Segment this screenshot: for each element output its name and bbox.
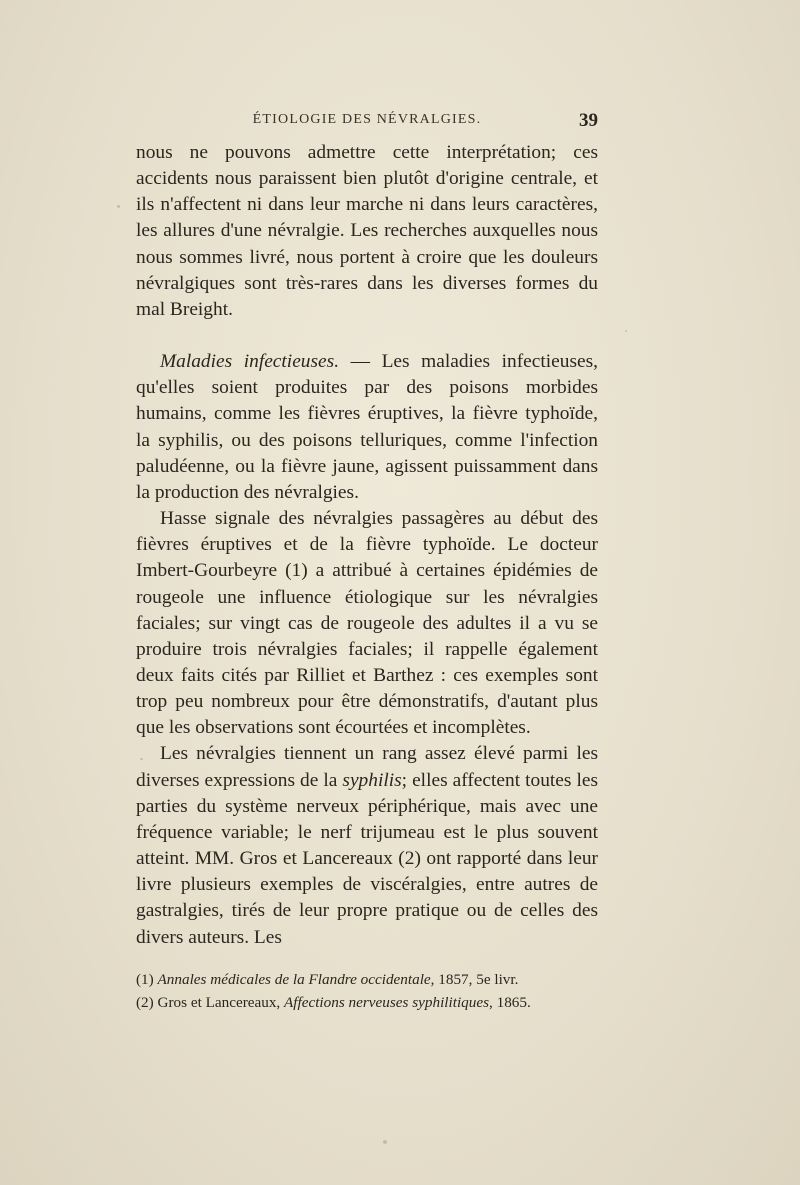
footnotes (136, 968, 598, 1014)
paragraph-2-text: — Les maladies infectieuses, qu'elles soient produites par des poisons morbides humains, comme les fièvres éruptives, la fièvre typhoïde, la syphilis, ou des poisons telluriques, comme l'infection paludéenne, ou la fièvre jaune, agissent puissamment dans la production des névralgies. (136, 351, 598, 503)
footnote-1-title: Annales médicales de la Flandre occidentale (157, 971, 431, 988)
footnote-2-mark: (2) (136, 994, 154, 1011)
paragraph-syphilis (136, 741, 598, 950)
paper-speck (383, 1140, 387, 1144)
footnote-2 (136, 991, 598, 1014)
paragraph-1-text: nous ne pouvons admettre cette interprétation; ces accidents nous paraissent bien plutôt d'origine centrale, et ils n'affectent ni dans leur marche ni dans leurs caractères, les allures d'une névralgie. Les recherches auxquelles nous nous sommes livré, nous portent à croire que les douleurs névralgiques sont très-rares dans les diverses formes du mal Breight. (136, 142, 598, 320)
paragraph-4-text-after: ; elles affectent toutes les parties du système nerveux périphérique, mais avec une fréquence variable; le nerf trijumeau est le plus souvent atteint. MM. Gros et Lancereaux (2) ont rapporté dans leur livre plusieurs exemples de viscéralgies, entre autres de gastralgies, tirés de leur propre pratique ou de celles des divers auteurs. Les (136, 769, 598, 948)
section-runin-heading: Maladies infectieuses. (160, 351, 340, 373)
footnote-2-author: Gros et Lancereaux, (157, 994, 285, 1011)
page-header (136, 112, 598, 136)
paragraph-infectious-diseases (136, 349, 598, 506)
paragraph-3-text: Hasse signale des névralgies passagères au début des fièvres éruptives et de la fièvre typhoïde. Le docteur Imbert-Gourbeyre (1) a attribué à certaines épidémies de rougeole une influence étiologique sur les névralgies faciales; sur vingt cas de rougeole des adultes il a vu se produire trois névralgies faciales; il rappelle également deux faits cités par Rilliet et Barthez : ces exemples sont trop peu nombreux pour être démonstratifs, d'autant plus que les observations sont écourtées et incomplètes. (136, 508, 598, 739)
footnote-1-mark: (1) (136, 971, 154, 988)
paper-speck (117, 205, 120, 208)
footnote-1-rest: , 1857, 5e livr. (430, 971, 519, 988)
paragraph-1 (136, 140, 598, 323)
footnote-1 (136, 968, 598, 991)
footnote-2-title: Affections nerveuses syphilitiques (284, 994, 490, 1011)
paragraph-4-text-before: Les névralgies tiennent un rang assez élevé parmi les diverses expressions de la (136, 743, 598, 791)
syphilis-italic: syphilis (342, 769, 402, 791)
page-number: 39 (579, 110, 598, 131)
body-text (136, 140, 598, 951)
running-head: ÉTIOLOGIE DES NÉVRALGIES. (252, 112, 482, 127)
paragraph-3 (136, 506, 598, 741)
footnote-2-rest: , 1865. (489, 994, 531, 1011)
paper-speck (625, 330, 627, 332)
